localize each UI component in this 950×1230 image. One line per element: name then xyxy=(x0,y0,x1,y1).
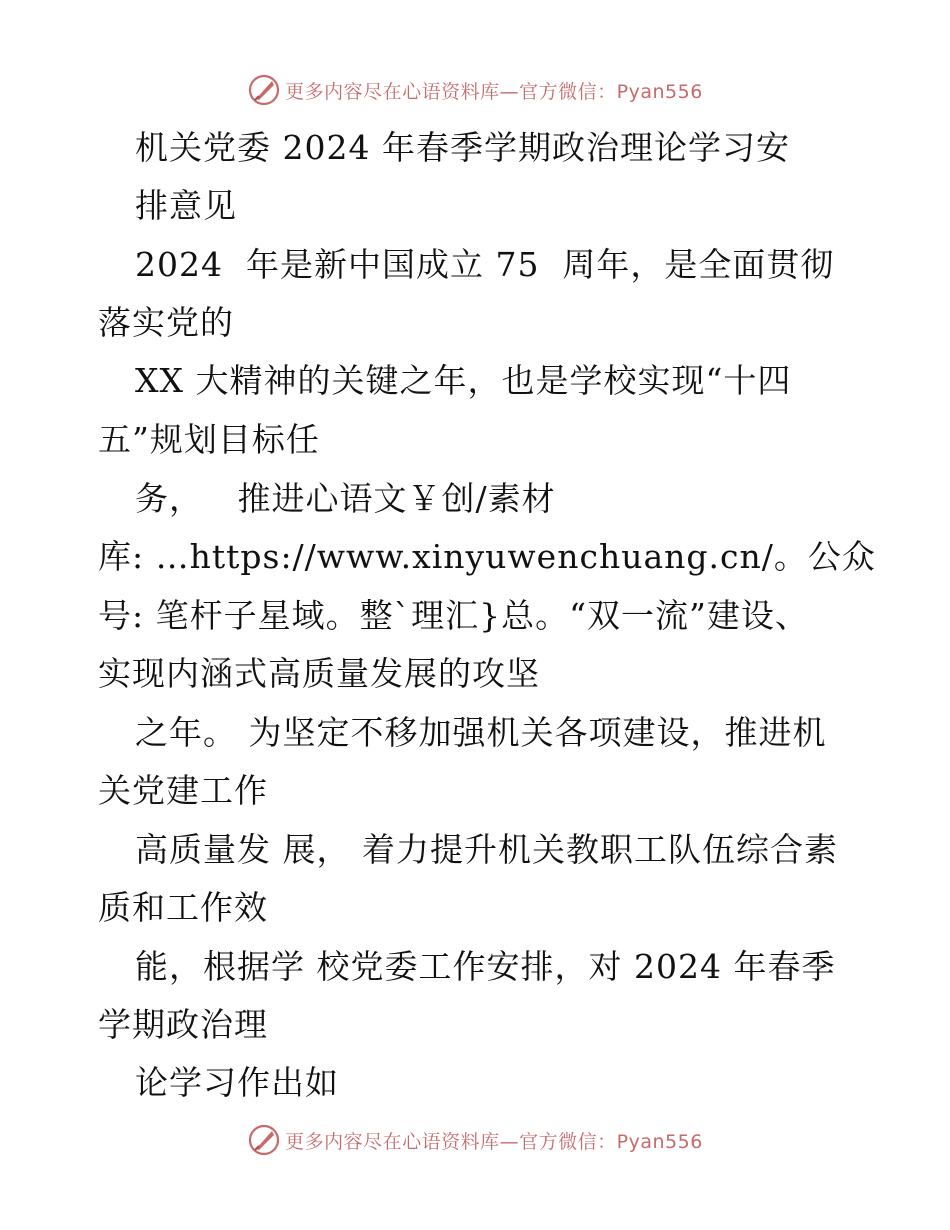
quill-pen-logo-icon xyxy=(247,73,281,107)
doc-line: 库: …https://www.xinyuwenchuang.cn/。公众 xyxy=(98,537,876,576)
doc-line: 2024 年是新中国成立 75 周年，是全面贯彻 xyxy=(135,245,835,284)
doc-line: 关党建工作 xyxy=(98,771,268,810)
doc-line: 能，根据学 校党委工作安排，对 2024 年春季 xyxy=(135,947,836,986)
footer-banner-text: 更多内容尽在心语资料库—官方微信：Pyan556 xyxy=(285,1130,703,1153)
doc-line: 学期政治理 xyxy=(98,1005,268,1044)
quill-pen-logo-icon xyxy=(247,1123,281,1157)
header-banner xyxy=(0,70,950,110)
doc-line: 五”规划目标任 xyxy=(98,420,320,459)
doc-line: 质和工作效 xyxy=(98,888,268,927)
doc-line: 高质量发 展， 着力提升机关教职工队伍综合素 xyxy=(135,830,838,869)
footer-banner xyxy=(0,1120,950,1160)
doc-line: 论学习作出如 xyxy=(135,1063,339,1102)
doc-line: 务， 推进心语文￥创/素材 xyxy=(135,479,556,518)
doc-line: 之年。 为坚定不移加强机关各项建设，推进机 xyxy=(135,713,827,752)
doc-title-line-2: 排意见 xyxy=(135,186,237,225)
doc-line: XX 大精神的关键之年，也是学校实现“十四 xyxy=(135,361,792,400)
doc-line: 落实党的 xyxy=(98,303,234,342)
doc-line: 号: 笔杆子星域。整`理汇}总。“双一流”建设、 xyxy=(98,596,809,635)
header-banner-text: 更多内容尽在心语资料库—官方微信：Pyan556 xyxy=(285,80,703,103)
doc-title-line-1: 机关党委 2024 年春季学期政治理论学习安 xyxy=(135,128,790,167)
doc-line: 实现内涵式高质量发展的攻坚 xyxy=(98,654,540,693)
